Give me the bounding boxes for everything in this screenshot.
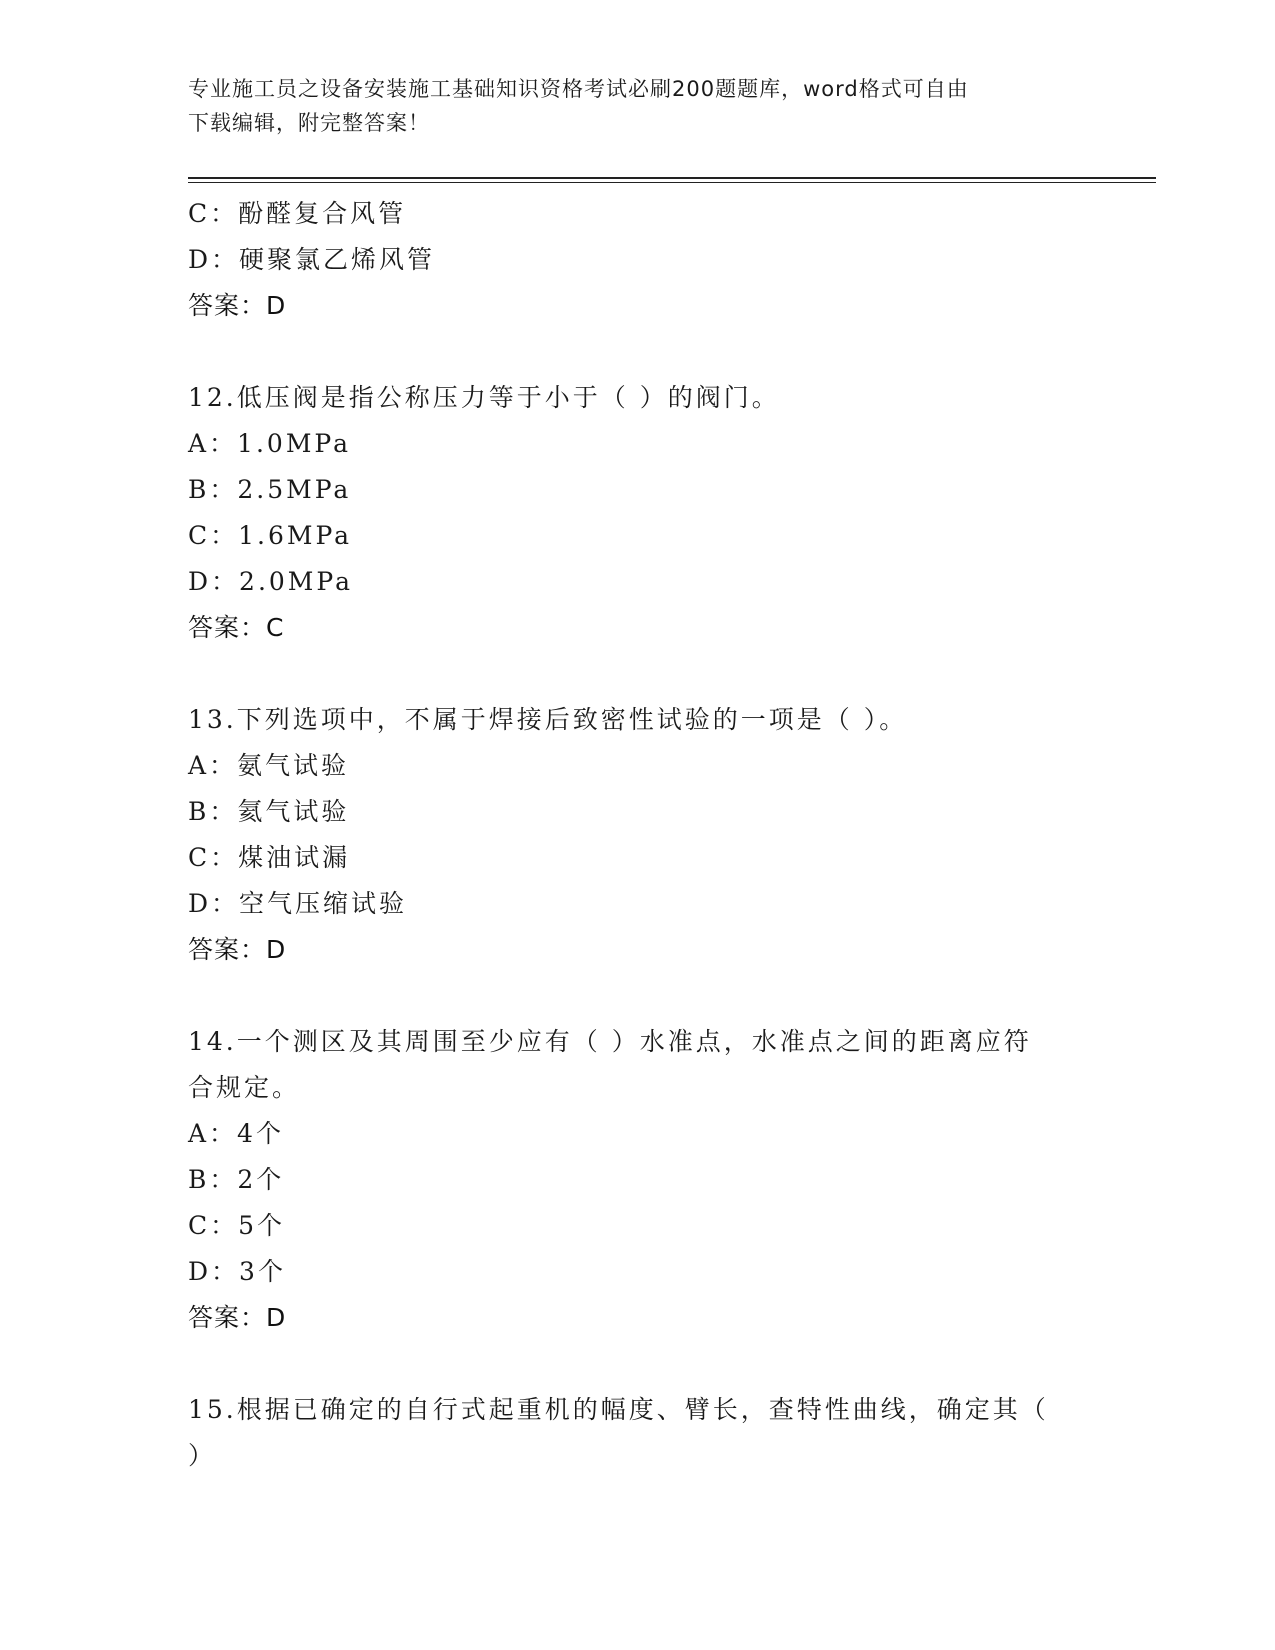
question-stem-line-2: 合规定。 <box>188 1073 301 1102</box>
question-15 <box>188 1387 1088 1479</box>
option-d: D：硬聚氯乙烯风管 <box>188 245 436 274</box>
option-c: C：1.6MPa <box>188 521 353 550</box>
option-b: B：2.5MPa <box>188 475 352 504</box>
option-b: B：2个 <box>188 1165 285 1194</box>
header-divider-thick <box>188 177 1156 179</box>
option-d: D：空气压缩试验 <box>188 889 408 918</box>
answer-line: 答案：C <box>188 613 285 642</box>
header-divider-thin <box>188 182 1156 183</box>
option-d: D：3个 <box>188 1257 286 1286</box>
spacer <box>188 651 1088 697</box>
spacer <box>188 329 1088 375</box>
question-stem: 12.低压阀是指公称压力等于小于（ ）的阀门。 <box>188 383 780 412</box>
option-c: C：5个 <box>188 1211 286 1240</box>
document-header <box>188 72 1068 140</box>
option-d: D：2.0MPa <box>188 567 354 596</box>
question-11-continued <box>188 191 1088 329</box>
answer-line: 答案：D <box>188 935 287 964</box>
option-b: B：氦气试验 <box>188 797 350 826</box>
question-14 <box>188 1019 1088 1341</box>
question-stem-line-2: ） <box>188 1441 217 1470</box>
header-line-1: 专业施工员之设备安装施工基础知识资格考试必刷200题题库，word格式可自由 <box>188 77 969 101</box>
question-stem-line-1: 15.根据已确定的自行式起重机的幅度、臂长，查特性曲线，确定其（ <box>188 1395 1049 1424</box>
question-stem-line-1: 14.一个测区及其周围至少应有（ ）水准点，水准点之间的距离应符 <box>188 1027 1032 1056</box>
question-13 <box>188 697 1088 973</box>
spacer <box>188 1341 1088 1387</box>
answer-line: 答案：D <box>188 291 287 320</box>
header-line-2: 下载编辑，附完整答案！ <box>188 111 430 135</box>
spacer <box>188 973 1088 1019</box>
option-c: C：酚醛复合风管 <box>188 199 407 228</box>
option-a: A：氨气试验 <box>188 751 350 780</box>
option-c: C：煤油试漏 <box>188 843 351 872</box>
option-a: A：4个 <box>188 1119 284 1148</box>
question-list <box>188 191 1088 1479</box>
option-a: A：1.0MPa <box>188 429 352 458</box>
answer-line: 答案：D <box>188 1303 287 1332</box>
question-12 <box>188 375 1088 651</box>
question-stem: 13.下列选项中，不属于焊接后致密性试验的一项是（ ）。 <box>188 705 908 734</box>
